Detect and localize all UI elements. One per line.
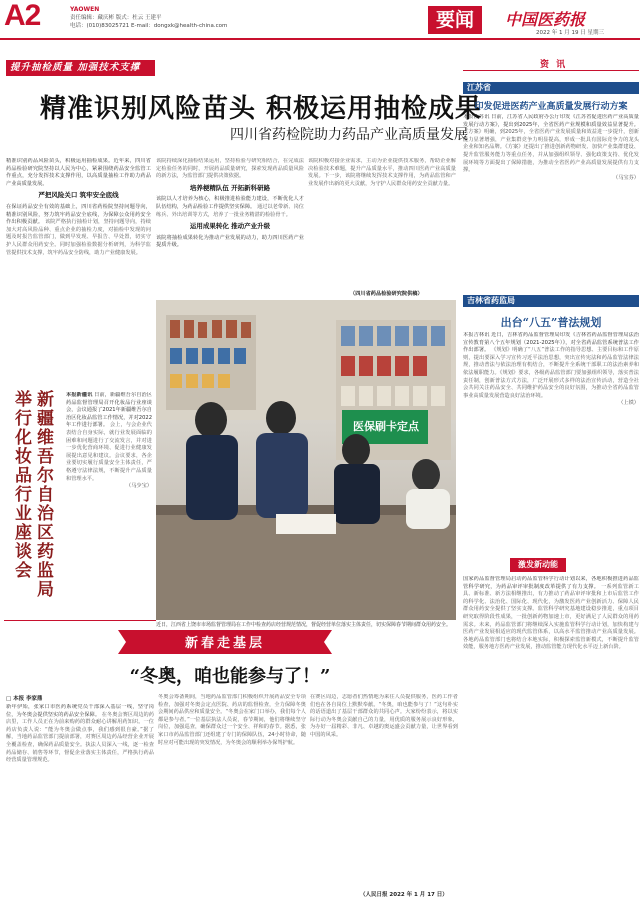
side-story-byline: 本报新疆讯: [66, 392, 93, 398]
jilin-title: 出台“八五”普法规划: [500, 316, 602, 329]
section-en: YAOWEN: [70, 6, 100, 13]
bottom-body-col3: 在赛区周边，志愿者们热情地为来往人员提供服务，医药工作者们也在各自岗位上默默奉献。“冬奥，咱也能参与了！”这句朴实的话语道出了基层干部群众的共同心声。大家纷纷表示，将以实际行动为冬奥会贡献自己的力量，用优质的服务展示良好形象，为办好一届精彩、非凡、卓越的奥运盛会贡献力量，让世界看到中国的风采。: [310, 694, 458, 738]
lead-body-col3: 该院积极对接企业需求，主动为企业提供技术服务，帮助企业解决检验技术难题，提升产品质量水平，推动四川医药产业高质量发展。下一步，该院将继续发挥技术支撑作用，为药品监管和产业发展作出新的更大贡献，为守护人民群众用药安全贡献力量。: [308, 158, 456, 187]
section-label: 要闻: [428, 6, 482, 34]
policy-box-body: 国家药品监督管理局启动药品监管科学行动计划以来，各地积极推进药品监管科学研究，为药品审评审批制度改革提供了有力支撑。 一系列监管新工具、新标准、新方法相继推出，有力推动了药品审评审批和上市后监管工作的科学化、法治化、国际化、现代化，为激发医药产业创新活力、保障人民群众用药安全提供了坚实支撑。监管科学研究基地建设稳步推进，重点项目研究取得阶段性成果，一批创新药物加速上市，更好满足了人民群众的用药需求。未来，药品监管部门将继续深入实施监管科学行动计划，加快构建与医药产业发展相适应的现代监管体系，以高水平监管推动产业高质量发展。各地药品监管部门也将结合本地实际，积极探索监管新模式，不断提升监管效能，服务地方医药产业发展，推动监管能力现代化水平迈上新台阶。: [463, 576, 639, 651]
side-story-headline: 新疆维吾尔自治区药监局举行化妆品行业座谈会: [11, 390, 53, 599]
pharmacy-inspection-photo: [156, 300, 456, 620]
region-label-jiangsu: 江苏省: [463, 82, 639, 94]
page-number: A2: [4, 0, 41, 32]
lead-section-1-title: 严把风险关口 筑牢安全底线: [38, 191, 119, 200]
side-story-body: 本报新疆讯 日前，新疆维吾尔自治区药品监督管理局召开化妆品行业座谈会，会议通报了2021年新疆维吾尔自治区化妆品监管工作情况，并对2022年工作进行部署。 会上，与会企业代表结合自身实际，就行业发展面临的困难和问题进行了交流发言，并对进一步优化营商环境、促进行业健康发展提出意见和建议。会议要求，各企业要切实履行质量安全主体责任，严格遵守法律法规，不断提升产品质量和管理水平。 （马少宝）: [66, 392, 152, 490]
lead-body-col1: 精准识别药品风险苗头，积极运用抽检成果。近年来，四川省药品检验研究院坚持以人民为中心，紧紧围绕药品安全监管工作重点，充分发挥技术支撑作用，以高质量抽检工作助力药品产业高质量发展。 严把风险关口 筑牢安全底线 在保证药品安全有效的基础上，四川省药检院坚持问题导向，精准识别风险，努力筑牢药品安全底线，为保障公众用药安全作出积极贡献。 该院严格执行抽检计划，坚持问题导向，持续加大对高风险品种、重点企业的抽检力度，对抽检中发现的问题及时报告监管部门，做到早发现、早报告、早处置，切实守护人民群众用药安全。同时加强检验数据分析研判，为科学监管提供技术支撑，筑牢药品安全防线，助力产业健康发展。: [6, 158, 151, 256]
lead-body-col2: 该院持续深化抽检结果运用，坚持检验与研究相结合，在完成法定检验任务的同时，开展药品质量研究，探索发现药品质量风险的新方法，为监管部门提供决策依据。 培养梗精队伍 开拓新科研路 该院以人才培养为核心，积极推进检验能力建设，不断优化人才队伍结构，为药品检验工作提供坚实保障。 通过以老带新、岗位练兵、外出培训等方式，培养了一批业务精湛的检验骨干。 运用成果转化 推动产业升级 该院将抽检成果转化为推动产业发展的动力，助力四川医药产业提质升级。: [156, 158, 304, 249]
lead-banner: 提升抽检质量 加强技术支撑: [6, 60, 155, 76]
pharmacy-sign: 医保刷卡定点: [353, 420, 419, 433]
photo-caption: 近日，江西省上饶市市场监督管理局在工作中检查药店经营规范情况，督促经营单位落实主体责任，切实保障春节期间群众用药安全。: [156, 622, 452, 628]
brief-divider: [463, 70, 639, 71]
column-banner: [110, 626, 340, 658]
bottom-body-col1: 新年伊始，张家口市医药系统党员干部深入基层一线，坚守岗位，为冬奥会提供坚实的药品安全保障。 在冬奥会赛区周边的药店里，工作人员正在为前来购药的群众耐心讲解用药知识。一位药店负责人说：“能为冬奥会做点事，我们感到很自豪。”据了解，当地药品监管部门提前部署，对赛区周边药品经营企业开展全覆盖检查，确保药品质量安全。执法人员深入一线，逐一检查药品储存、销售等环节，督促企业落实主体责任，严格执行药品经营质量管理规范。: [6, 704, 154, 764]
news-photo: [156, 300, 456, 620]
editor-line: 责任编辑：藏庆彬 版式：杜云 王建平: [70, 15, 162, 21]
jiangsu-author: （马宝芬）: [613, 174, 639, 181]
lead-headline: 精准识别风险苗头 积极运用抽检成果: [40, 94, 483, 124]
jilin-body: 本报吉林讯 近日，吉林省药品监督管理局印发《吉林省药品监督管理局法治宣传教育第八个五年规划（2021-2025年）》，对全省药品监管系统普法工作作出部署。 《规划》明确了“八五”普法工作的指导思想、主要目标和工作原则，提出要深入学习宣传习近平法治思想，突出宣传宪法和药品监管法律法规，推动普法与依法治理有机结合，不断提升全系统干部职工的法治素养和依法履职能力。《规划》要求，各级药品监管部门要加强组织领导，落实普法责任制，创新普法方式方法，广泛开展形式多样的法治宣传活动，营造全社会共同关注药品安全、共同维护药品安全的良好氛围，为推动全省药品监管事业高质量发展营造良好法治环境。 （上铁）: [463, 332, 639, 407]
lead-byline: （四川省药品检验研究院供稿）: [350, 291, 423, 297]
side-story-author: （马少宝）: [126, 483, 152, 490]
bottom-byline: □ 本报 李家鼎: [6, 696, 43, 702]
lead-subhead: 四川省药检院助力药品产业高质量发展: [230, 127, 468, 143]
lead-section-3-title: 运用成果转化 推动产业升级: [189, 222, 271, 231]
bottom-headline: “冬奥，咱也能参与了！”: [129, 666, 331, 687]
news-brief-label: 资 讯: [540, 60, 568, 70]
policy-box-label: 激发新动能: [510, 558, 566, 572]
jiangsu-body: 本报江苏讯 日前，江苏省人民政府办公厅印发《江苏省促进医药产业高质量发展行动方案》，提出到2025年，全省医药产业规模和质量效益显著提升。 《方案》明确，到2025年，全省医药产业发展质量和效益进一步提升，创新能力显著增强，产业集群竞争力明显提高，形成一批具有国际竞争力的龙头企业和知名品牌。《方案》还提出了推进创新药物研发、加快产业集群建设、提升监管服务能力等重点任务，并从加强组织领导、强化政策支持、优化发展环境等方面提出了保障措施，为推动全省医药产业高质量发展提供有力支撑。 （马宝芬）: [463, 114, 639, 181]
editor-info: [70, 6, 260, 30]
jiangsu-title: 印发促进医药产业高质量发展行动方案: [474, 102, 628, 112]
bottom-credit: （人民日报 2022 年 1 月 17 日）: [360, 892, 448, 898]
lead-section-2-title: 培养梗精队伍 开拓新科研路: [189, 183, 271, 192]
contact-line: 电话：(010)83025721 E-mail：dongxk@health-china.com: [70, 23, 228, 29]
bottom-divider: [4, 620, 156, 621]
region-label-jilin: 吉林省药监局: [463, 295, 639, 307]
bottom-body-col2: 冬奥会筹备期间，当地药品监管部门积极组织开展药品安全专项检查，加强对冬奥会定点医院、药店的监督检查，全力保障冬奥会期间药品供应和质量安全。“冬奥会在家门口举办，我们每个人都是参与者。”一位基层执法人员说，春节期间，他们将继续坚守岗位，加强巡查，确保群众过一个安全、祥和的春节。据悉，张家口市药品监管部门还组建了专门的保障队伍，24小时待命，随时应对可能出现的突发情况，为冬奥会的顺利举办保驾护航。: [158, 694, 306, 746]
header-divider: [0, 38, 640, 40]
jilin-author: （上铁）: [618, 400, 639, 407]
issue-date: 2022 年 1 月 19 日 星期三: [536, 30, 604, 36]
column-label: 新春走基层: [184, 636, 265, 651]
paper-name: 中国医药报: [505, 10, 586, 29]
